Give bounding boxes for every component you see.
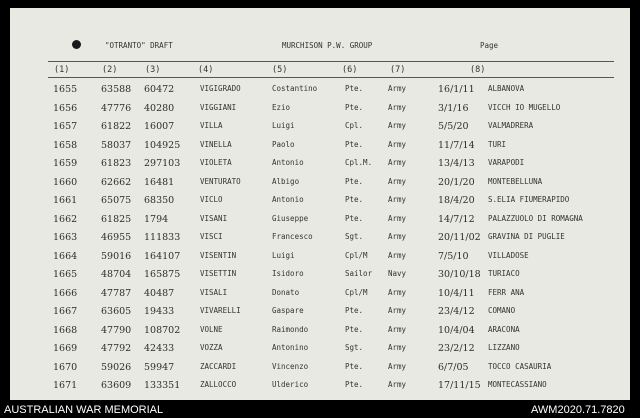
birth-date: 30/10/18 [438, 269, 481, 280]
pw-number: 62662 [101, 176, 132, 188]
service-number: 42433 [144, 343, 175, 354]
given-name [272, 399, 290, 401]
rank: Cpl/M [345, 250, 368, 260]
table-row [10, 193, 630, 212]
birth-date: 23/4/12 [438, 306, 475, 317]
pw-number: 59016 [101, 250, 132, 262]
row-number: 1661 [53, 195, 78, 206]
row-number: 1665 [53, 269, 78, 280]
rank: Cpl.M. [345, 158, 373, 167]
table-row [10, 101, 630, 120]
pw-number: 47776 [101, 102, 132, 114]
given-name: Costantino [272, 84, 318, 93]
pw-number: 47792 [101, 343, 132, 354]
service-number: 19433 [144, 306, 175, 317]
given-name: Antonio [272, 158, 304, 167]
pw-number: 47790 [101, 324, 132, 336]
row-number: 1656 [53, 102, 78, 114]
row-number: 1664 [53, 250, 78, 262]
surname: VISENTIN [200, 250, 237, 260]
table-row [10, 304, 630, 323]
rank: Pte. [345, 361, 364, 371]
surname: VICLO [200, 195, 223, 204]
table-row [10, 378, 630, 397]
surname: VENTURATO [200, 176, 241, 186]
birthplace: MONTEBELLUNA [488, 176, 543, 186]
service: Army [388, 139, 407, 149]
service: Army [388, 84, 407, 93]
rank [345, 399, 363, 401]
punch-hole [72, 40, 81, 49]
table-row [10, 397, 630, 401]
pw-number: 63605 [101, 306, 132, 317]
given-name: Gaspare [272, 306, 304, 315]
document-title: "OTRANTO" DRAFT [105, 41, 173, 50]
service: Army [388, 213, 407, 223]
given-name: Antonio [272, 195, 304, 204]
row-number: 1657 [53, 121, 78, 132]
birthplace: TOCCO CASAURIA [488, 361, 552, 371]
surname: ZACCARDI [200, 361, 237, 371]
table-row [10, 323, 630, 342]
given-name: Paolo [272, 139, 295, 149]
birthplace: TURIACO [488, 269, 520, 278]
row-number: 1662 [53, 213, 78, 225]
surname: VISETTIN [200, 269, 237, 278]
birth-date: 20/1/20 [438, 176, 475, 188]
rank: Pte. [345, 213, 364, 223]
rank: Pte. [345, 176, 364, 186]
document-page [10, 8, 630, 400]
service-number: 164107 [144, 250, 181, 262]
surname [200, 399, 232, 401]
given-name: Isidoro [272, 269, 304, 278]
birth-date: 23/2/12 [438, 343, 475, 354]
birth-date: 7/5/10 [438, 250, 469, 262]
birth-date: 18/4/20 [438, 195, 475, 206]
pw-number: 47787 [101, 287, 132, 299]
surname: VISANI [200, 213, 228, 223]
surname: VIGIGRADO [200, 84, 241, 93]
birth-date: 20/11/02 [438, 232, 481, 243]
service: Army [388, 176, 407, 186]
rank: Pte. [345, 195, 364, 204]
footer-item-number: AWM2020.71.7820 [531, 404, 625, 416]
service-number: 68350 [144, 195, 175, 206]
table-row [10, 156, 630, 175]
birth-date: 16/1/11 [438, 84, 475, 95]
pw-number: 46955 [101, 232, 132, 243]
given-name: Luigi [272, 250, 295, 260]
service: Army [388, 306, 407, 315]
birthplace: MONTECASSIANO [488, 380, 547, 389]
pw-number: 58037 [101, 139, 132, 151]
birth-date: 10/4/04 [438, 324, 475, 336]
table-row [10, 175, 630, 194]
given-name: Donato [272, 287, 300, 297]
birthplace: VILLADOSE [488, 250, 529, 260]
table-row [10, 286, 630, 305]
pw-number [101, 399, 131, 401]
service-number: 59947 [144, 361, 175, 373]
given-name: Raimondo [272, 324, 309, 334]
table-row [10, 230, 630, 249]
rank: Pte. [345, 324, 364, 334]
rank: Pte. [345, 380, 364, 389]
service: Army [388, 343, 407, 352]
birth-date: 14/7/12 [438, 213, 475, 225]
birth-date [438, 399, 475, 401]
column-number: (1) [54, 65, 70, 75]
rank: Pte. [345, 84, 364, 93]
rank: Sgt. [345, 232, 364, 241]
pw-number: 61825 [101, 213, 132, 225]
service-number: 1794 [144, 213, 169, 225]
row-number: 1659 [53, 158, 78, 169]
table-row [10, 138, 630, 157]
pw-number: 61823 [101, 158, 132, 169]
birthplace: LIZZANO [488, 343, 520, 352]
birthplace: S.ELIA FIUMERAPIDO [488, 195, 570, 204]
column-number: (5) [272, 65, 288, 75]
birthplace: ALBANOVA [488, 84, 525, 93]
column-number: (2) [102, 65, 118, 75]
birth-date: 10/4/11 [438, 287, 475, 299]
table-row [10, 267, 630, 286]
surname: VILLA [200, 121, 223, 130]
service: Army [388, 102, 407, 112]
table-row [10, 341, 630, 360]
service-number: 133351 [144, 380, 181, 391]
row-number: 1667 [53, 306, 78, 317]
given-name: Antonino [272, 343, 309, 352]
rank: Pte. [345, 139, 364, 149]
column-number-row [10, 65, 630, 75]
surname: VIGGIANI [200, 102, 237, 112]
table-row [10, 82, 630, 101]
birthplace: FERR ANA [488, 287, 525, 297]
service [388, 399, 406, 401]
birthplace: VALMADRERA [488, 121, 534, 130]
birthplace [488, 399, 556, 401]
service-number: 165875 [144, 269, 181, 280]
header-rule-top [48, 61, 614, 62]
pw-number: 59026 [101, 361, 132, 373]
service-number: 104925 [144, 139, 181, 151]
surname: VOZZA [200, 343, 223, 352]
pw-number: 63588 [101, 84, 132, 95]
pw-number: 61822 [101, 121, 132, 132]
surname: VINELLA [200, 139, 232, 149]
row-number: 1660 [53, 176, 78, 188]
service: Army [388, 287, 407, 297]
row-number: 1658 [53, 139, 78, 151]
surname: VISALI [200, 287, 228, 297]
given-name: Albigo [272, 176, 300, 186]
service-number: 111833 [144, 232, 181, 243]
column-number: (3) [145, 65, 161, 75]
rank: Sailor [345, 269, 373, 278]
table-row [10, 212, 630, 231]
group-heading: MURCHISON P.W. GROUP [282, 41, 373, 50]
row-number [53, 399, 77, 401]
given-name: Ulderico [272, 380, 309, 389]
given-name: Giuseppe [272, 213, 309, 223]
birthplace: ARACONA [488, 324, 520, 334]
service: Army [388, 324, 407, 334]
given-name: Ezio [272, 102, 291, 112]
row-number: 1669 [53, 343, 78, 354]
row-number: 1666 [53, 287, 78, 299]
service: Navy [388, 269, 407, 278]
rank: Cpl/M [345, 287, 368, 297]
service-number: 297103 [144, 158, 181, 169]
column-number: (8) [470, 65, 486, 75]
birthplace: VICCH IO MUGELLO [488, 102, 561, 112]
row-number: 1663 [53, 232, 78, 243]
birth-date: 11/7/14 [438, 139, 475, 151]
birthplace: TURI [488, 139, 507, 149]
service-number: 108702 [144, 324, 181, 336]
row-number: 1668 [53, 324, 78, 336]
birth-date: 13/4/13 [438, 158, 475, 169]
birth-date: 5/5/20 [438, 121, 469, 132]
rank: Sgt. [345, 343, 364, 352]
service-number: 16007 [144, 121, 175, 132]
service: Army [388, 121, 407, 130]
rank: Pte. [345, 102, 364, 112]
rank: Pte. [345, 306, 364, 315]
service: Army [388, 250, 407, 260]
given-name: Francesco [272, 232, 313, 241]
service-number [144, 399, 180, 401]
birthplace: PALAZZUOLO DI ROMAGNA [488, 213, 583, 223]
surname: VIOLETA [200, 158, 232, 167]
page-label: Page [480, 41, 499, 50]
surname: ZALLOCCO [200, 380, 237, 389]
footer-archive-name: AUSTRALIAN WAR MEMORIAL [4, 404, 164, 416]
service-number: 40280 [144, 102, 175, 114]
rank: Cpl. [345, 121, 364, 130]
register-table [10, 82, 630, 400]
pw-number: 48704 [101, 269, 132, 280]
service: Army [388, 232, 407, 241]
service-number: 40487 [144, 287, 175, 299]
surname: VISCI [200, 232, 223, 241]
header-rule-bottom [48, 77, 614, 78]
birthplace: VARAPODI [488, 158, 525, 167]
service: Army [388, 380, 407, 389]
pw-number: 65075 [101, 195, 132, 206]
column-number: (4) [198, 65, 214, 75]
given-name: Luigi [272, 121, 295, 130]
surname: VIVARELLI [200, 306, 241, 315]
given-name: Vincenzo [272, 361, 309, 371]
table-row [10, 360, 630, 379]
row-number: 1670 [53, 361, 78, 373]
pw-number: 63609 [101, 380, 132, 391]
table-row [10, 249, 630, 268]
service-number: 60472 [144, 84, 175, 95]
service-number: 16481 [144, 176, 175, 188]
service: Army [388, 158, 407, 167]
birthplace: COMANO [488, 306, 516, 315]
service: Army [388, 195, 407, 204]
surname: VOLNE [200, 324, 223, 334]
row-number: 1655 [53, 84, 78, 95]
row-number: 1671 [53, 380, 78, 391]
table-row [10, 119, 630, 138]
birth-date: 3/1/16 [438, 102, 469, 114]
birth-date: 17/11/15 [438, 380, 481, 391]
birth-date: 6/7/05 [438, 361, 469, 373]
service: Army [388, 361, 407, 371]
column-number: (6) [342, 65, 358, 75]
column-number: (7) [390, 65, 406, 75]
birthplace: GRAVINA DI PUGLIE [488, 232, 565, 241]
